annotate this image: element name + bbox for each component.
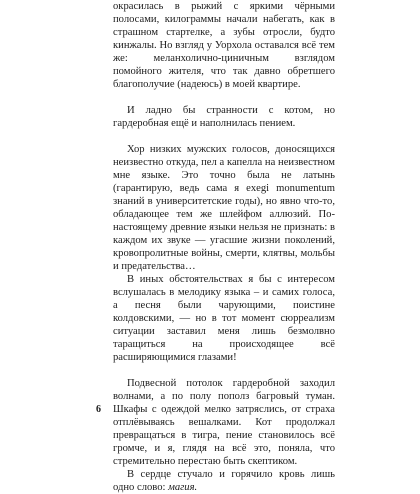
paragraph-6 [113,468,335,494]
paragraph-5: Подвесной потолок гардеробной заходил волнами, а по полу пополз багровый туман. Шкафы с одеждой мелко затряслись, от страха отплёвываясь вешалками. Кот продолжал превращаться в тигра, пение становилось всё громче, и я, глядя на всё это, поняла, что стремительно перестаю быть скептиком. [113,378,335,467]
paragraph-2: И ладно бы странности с котом, но гардеробная ещё и наполнилась пением. [113,105,335,129]
italic-word: магия. [168,482,198,493]
paragraph-4: В иных обстоятельствах я бы с интересом вслушалась в мелодику языка – и самих голоса, а песня были чарующими, поистине колдовскими, — но в тот момент сюрреализм ситуации заставил меня лишь безмолвно таращиться на происходящее всё расширяющимися глазами! [113,274,335,363]
page-number: 6 [96,404,101,415]
paragraph-gap [113,91,335,104]
paragraph-gap [113,364,335,377]
paragraph-gap [113,130,335,143]
paragraph-3: Хор низких мужских голосов, доносящихся неизвестно откуда, пел а капелла на неизвестном мне языке. Это точно была не латынь (гарантирую, ведь сама я exegi monumentum знаний в университетские годы), но явно что-то, обладающее тем же шлейфом аллюзий. По-настоящему древние языки нельзя не признать: в каждом их звуке — угасшие жизни поколений, кровопролитные войны, смерти, клятвы, мольбы и предательства… [113,144,335,272]
paragraph-1: окрасилась в рыжий с яркими чёрными полосами, килограммы начали набегать, как в страшном стартелке, а зубы отросли, будто кинжалы. Но взгляд у Уорхола оставался всё тем же: меланхолично-циничным взглядом помойного жителя, что так давно обретшего благополучие (надеюсь) в моей квартире. [113,1,335,90]
paragraph-6-text: В сердце стучало и горячило кровь лишь одно слово: [113,469,335,493]
